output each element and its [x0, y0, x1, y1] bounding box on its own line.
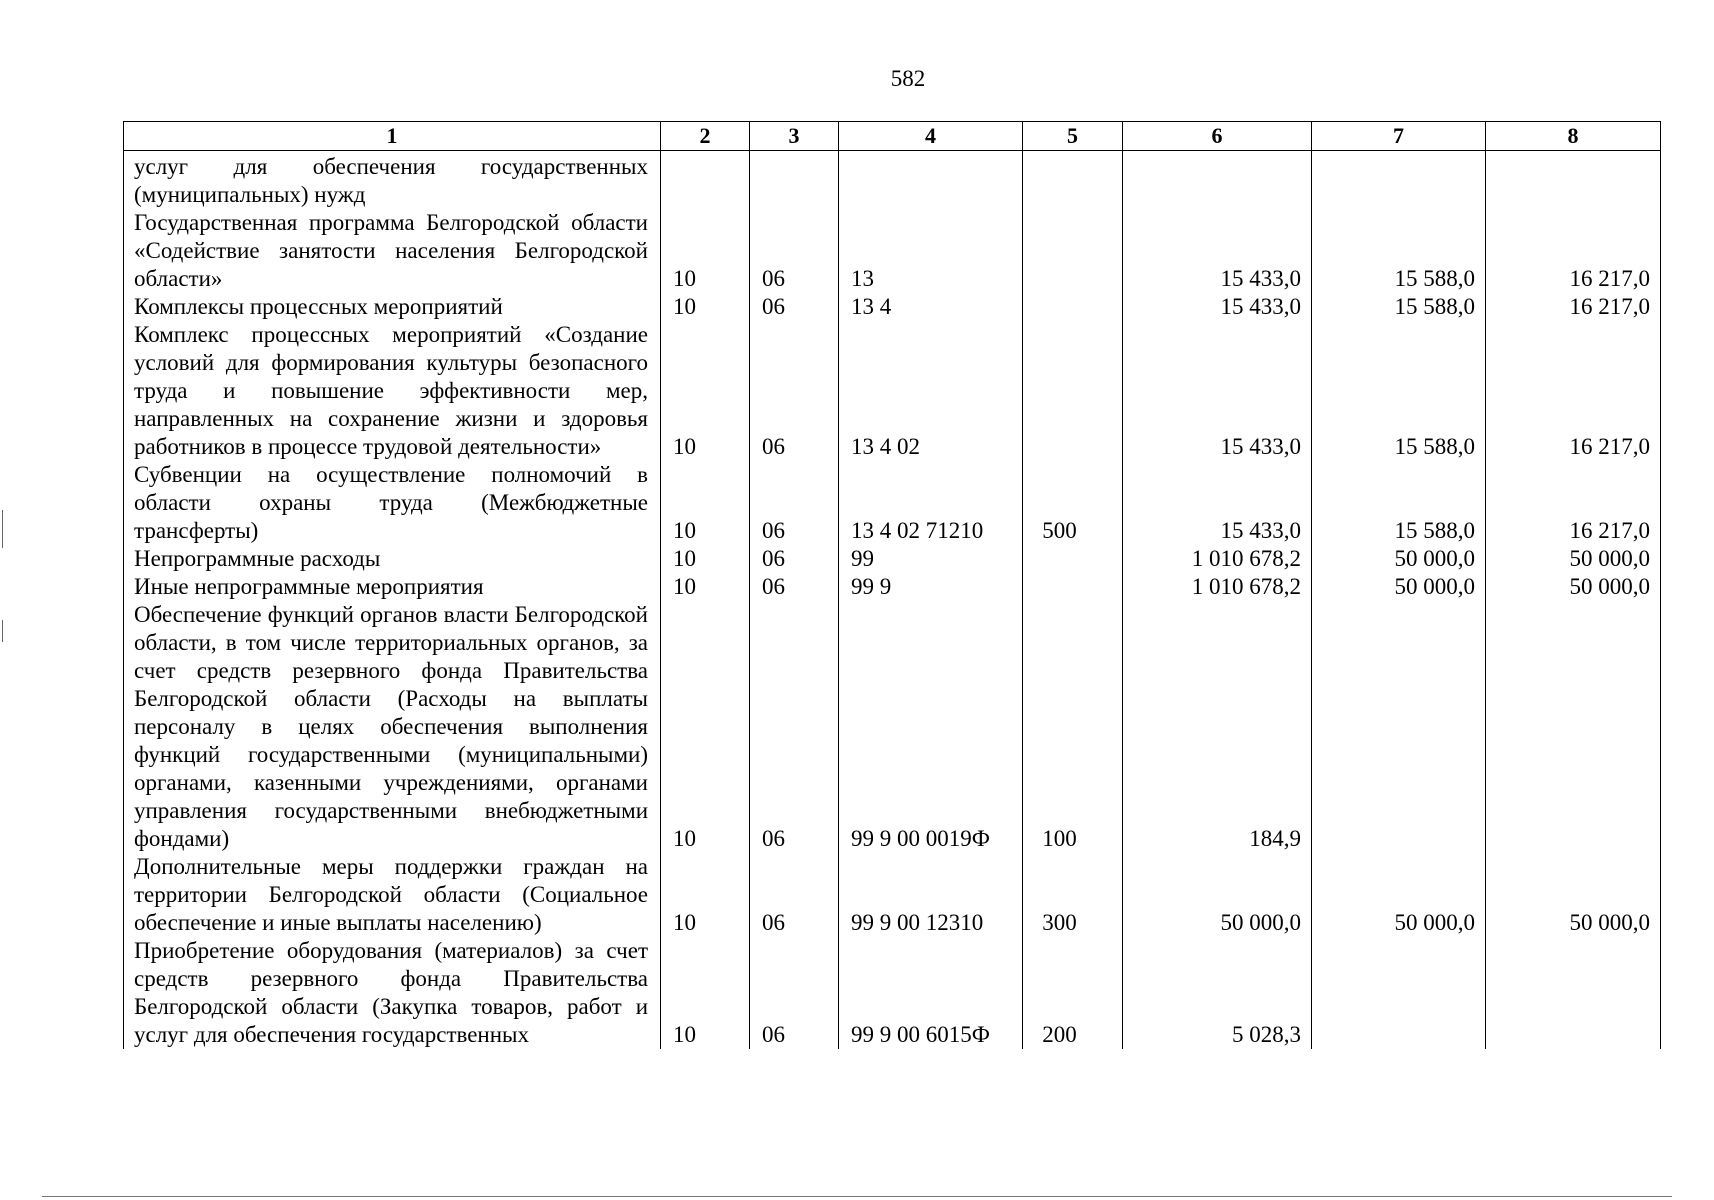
row-description: Дополнительные меры поддержки граждан на территории Белгородской области (Социальное обеспечение и иные выплаты населению) — [124, 853, 661, 937]
page-bottom-rule — [42, 1196, 1672, 1197]
row-subsection: 06 — [750, 545, 839, 573]
column-header: 6 — [1123, 122, 1312, 151]
row-section: 10 — [661, 461, 750, 545]
table-row — [124, 151, 1661, 210]
row-target-article: 99 9 — [839, 573, 1023, 601]
row-section: 10 — [661, 209, 750, 293]
row-section: 10 — [661, 293, 750, 321]
row-expense-type: 100 — [1023, 601, 1123, 853]
table-row — [124, 573, 1661, 601]
row-amount-col6: 5 028,3 — [1123, 937, 1312, 1049]
row-amount-col6 — [1123, 151, 1312, 210]
row-amount-col8: 16 217,0 — [1486, 293, 1661, 321]
row-expense-type: 300 — [1023, 853, 1123, 937]
row-description: Комплекс процессных мероприятий «Создание условий для формирования культуры безопасного труда и повышение эффективности мер, направленных на сохранение жизни и здоровья работников в процессе трудовой деятельности» — [124, 321, 661, 461]
row-description: Субвенции на осуществление полномочий в области охраны труда (Межбюджетные трансферты) — [124, 461, 661, 545]
row-expense-type — [1023, 573, 1123, 601]
row-section: 10 — [661, 545, 750, 573]
row-subsection: 06 — [750, 293, 839, 321]
row-amount-col7: 50 000,0 — [1312, 573, 1486, 601]
row-target-article: 99 9 00 6015Ф — [839, 937, 1023, 1049]
column-header: 1 — [124, 122, 661, 151]
row-subsection: 06 — [750, 573, 839, 601]
row-amount-col6: 15 433,0 — [1123, 293, 1312, 321]
scan-margin-mark — [2, 510, 3, 548]
row-subsection: 06 — [750, 461, 839, 545]
row-amount-col8 — [1486, 937, 1661, 1049]
scan-margin-mark — [2, 620, 3, 642]
row-amount-col8: 50 000,0 — [1486, 573, 1661, 601]
row-amount-col6: 1 010 678,2 — [1123, 573, 1312, 601]
row-amount-col7: 15 588,0 — [1312, 293, 1486, 321]
row-expense-type — [1023, 151, 1123, 210]
budget-table-container — [123, 121, 1660, 1107]
row-section — [661, 151, 750, 210]
row-description: услуг для обеспечения государственных (муниципальных) нужд — [124, 151, 661, 210]
row-section: 10 — [661, 321, 750, 461]
row-section: 10 — [661, 853, 750, 937]
row-expense-type — [1023, 545, 1123, 573]
row-section: 10 — [661, 601, 750, 853]
row-amount-col7 — [1312, 601, 1486, 853]
row-subsection — [750, 151, 839, 210]
row-section: 10 — [661, 573, 750, 601]
row-subsection: 06 — [750, 937, 839, 1049]
row-description: Приобретение оборудования (материалов) за счет средств резервного фонда Правительства Белгородской области (Закупка товаров, работ и услуг для обеспечения государственных — [124, 937, 661, 1049]
row-amount-col6: 15 433,0 — [1123, 461, 1312, 545]
table-row — [124, 461, 1661, 545]
row-target-article: 99 9 00 0019Ф — [839, 601, 1023, 853]
row-target-article: 99 — [839, 545, 1023, 573]
row-subsection: 06 — [750, 601, 839, 853]
table-row — [124, 601, 1661, 853]
table-header-row — [124, 122, 1661, 151]
row-amount-col7 — [1312, 151, 1486, 210]
table-row — [124, 545, 1661, 573]
row-amount-col8: 50 000,0 — [1486, 853, 1661, 937]
row-target-article: 13 4 02 71210 — [839, 461, 1023, 545]
row-section: 10 — [661, 937, 750, 1049]
row-amount-col6: 184,9 — [1123, 601, 1312, 853]
table-row — [124, 853, 1661, 937]
row-amount-col7: 15 588,0 — [1312, 321, 1486, 461]
table-row — [124, 209, 1661, 293]
row-target-article: 13 4 02 — [839, 321, 1023, 461]
row-description: Непрограммные расходы — [124, 545, 661, 573]
row-amount-col6: 15 433,0 — [1123, 321, 1312, 461]
row-subsection: 06 — [750, 853, 839, 937]
row-target-article: 99 9 00 12310 — [839, 853, 1023, 937]
row-target-article: 13 — [839, 209, 1023, 293]
column-header: 8 — [1486, 122, 1661, 151]
row-subsection: 06 — [750, 209, 839, 293]
table-body — [124, 151, 1661, 1050]
row-description: Иные непрограммные мероприятия — [124, 573, 661, 601]
row-description: Государственная программа Белгородской области «Содействие занятости населения Белгородской области» — [124, 209, 661, 293]
table-row — [124, 937, 1661, 1049]
column-header: 5 — [1023, 122, 1123, 151]
column-header: 2 — [661, 122, 750, 151]
column-header: 7 — [1312, 122, 1486, 151]
column-header: 4 — [839, 122, 1023, 151]
row-description: Комплексы процессных мероприятий — [124, 293, 661, 321]
row-target-article — [839, 151, 1023, 210]
row-amount-col6: 50 000,0 — [1123, 853, 1312, 937]
row-amount-col6: 15 433,0 — [1123, 209, 1312, 293]
row-amount-col8 — [1486, 151, 1661, 210]
row-amount-col7: 15 588,0 — [1312, 461, 1486, 545]
table-row — [124, 293, 1661, 321]
page-number: 582 — [890, 66, 926, 91]
row-amount-col8: 16 217,0 — [1486, 209, 1661, 293]
row-description: Обеспечение функций органов власти Белгородской области, в том числе территориальных органов, за счет средств резервного фонда Правительства Белгородской области (Расходы на выплаты персоналу в целях обеспечения выполнения функций государственными (муниципальными) органами, казенными учреждениями, органами управления государственными внебюджетными фондами) — [124, 601, 661, 853]
row-amount-col8: 16 217,0 — [1486, 461, 1661, 545]
row-expense-type — [1023, 321, 1123, 461]
budget-table — [123, 121, 1661, 1049]
row-expense-type — [1023, 209, 1123, 293]
row-amount-col8: 16 217,0 — [1486, 321, 1661, 461]
row-target-article: 13 4 — [839, 293, 1023, 321]
row-amount-col8 — [1486, 601, 1661, 853]
row-amount-col7 — [1312, 937, 1486, 1049]
column-header: 3 — [750, 122, 839, 151]
table-row — [124, 321, 1661, 461]
row-amount-col7: 50 000,0 — [1312, 853, 1486, 937]
row-subsection: 06 — [750, 321, 839, 461]
row-expense-type: 200 — [1023, 937, 1123, 1049]
row-amount-col7: 15 588,0 — [1312, 209, 1486, 293]
row-amount-col7: 50 000,0 — [1312, 545, 1486, 573]
row-amount-col6: 1 010 678,2 — [1123, 545, 1312, 573]
row-amount-col8: 50 000,0 — [1486, 545, 1661, 573]
row-expense-type: 500 — [1023, 461, 1123, 545]
row-expense-type — [1023, 293, 1123, 321]
